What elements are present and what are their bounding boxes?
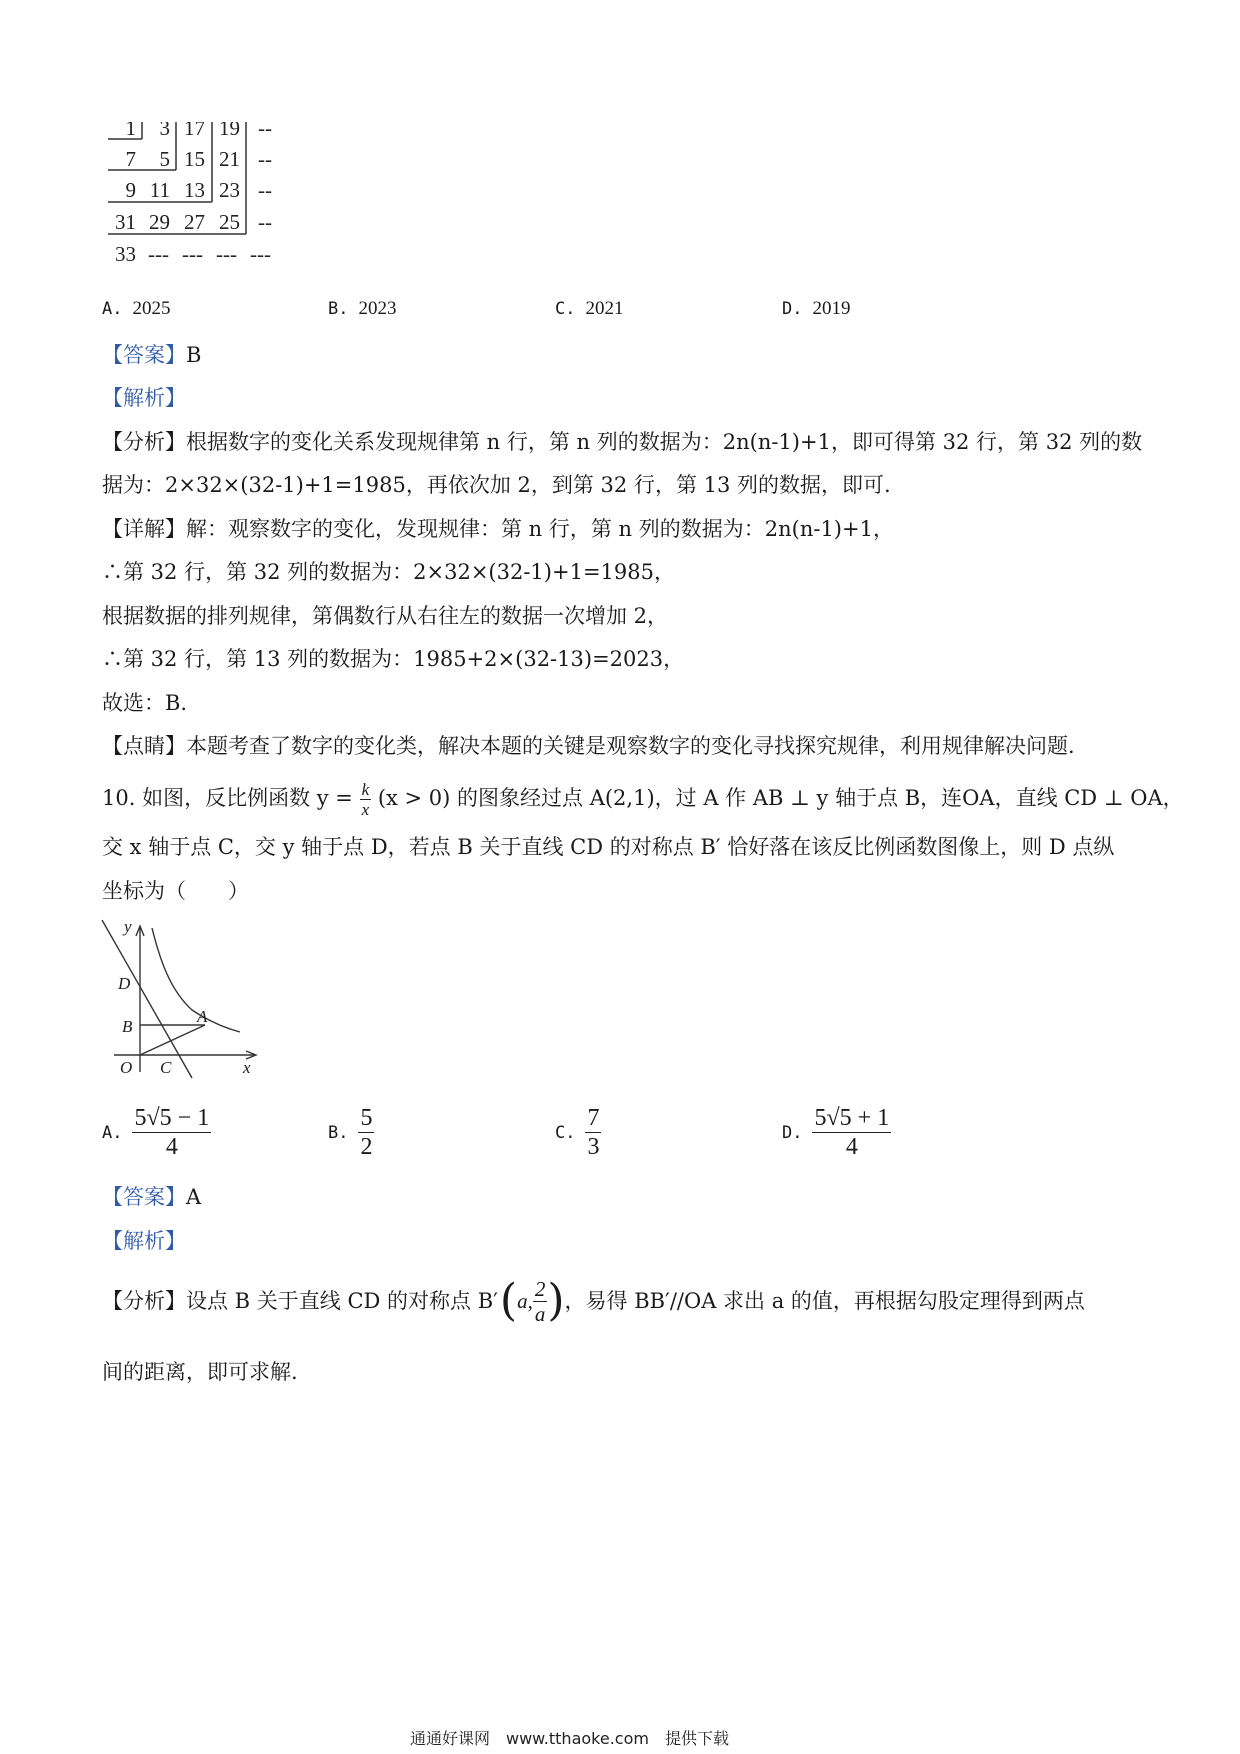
grid-cell: -- xyxy=(258,178,272,202)
fig-label-x: x xyxy=(243,1058,251,1077)
q10-answer: 【答案】A xyxy=(102,1185,202,1209)
grid-cell: -- xyxy=(258,122,272,140)
q10-analysis-heading: 【解析】 xyxy=(102,1229,186,1253)
fig-label-o: O xyxy=(120,1058,133,1077)
q10-stem-line-2: 交 x 轴于点 C，交 y 轴于点 D，若点 B 关于直线 CD 的对称点 B′ 恰好落在该反比例函数图像上，则 D 点纵 xyxy=(102,835,1115,859)
q9-option-b: B. 2023 xyxy=(328,298,397,319)
grid-cell: 11 xyxy=(149,178,170,202)
number-grid-figure xyxy=(108,122,308,272)
q9-analysis-heading: 【解析】 xyxy=(102,386,186,410)
grid-cell: 17 xyxy=(184,122,205,140)
grid-cell: 29 xyxy=(149,210,170,234)
grid-cell: --- xyxy=(148,242,169,266)
q9-option-c: C. 2021 xyxy=(555,298,624,319)
q9-option-d: D. 2019 xyxy=(782,298,851,319)
grid-cell: --- xyxy=(250,242,271,266)
q10-analysis-line-1: 【分析】设点 B 关于直线 CD 的对称点 B′ ( a, $\frac{2}{a}$ ) ，易得 BB′//OA 求出 a 的值，再根据勾股定理得到两点 xyxy=(102,1275,1085,1326)
grid-cell: 21 xyxy=(219,147,240,171)
q10-option-b: B. $\frac{5}{2}$ xyxy=(328,1105,373,1160)
grid-cell: 27 xyxy=(184,210,205,234)
q10-option-a: A. $\frac{5√5 - 1}{4}$ xyxy=(102,1105,210,1160)
q10-analysis-line-2: 间的距离，即可求解. xyxy=(102,1360,298,1384)
page-footer: 通通好课网 www.tthaoke.com 提供下载 xyxy=(410,1729,729,1748)
fig-label-a: A xyxy=(197,1007,208,1026)
q9-detail-line-1: 【详解】解：观察数字的变化，发现规律：第 n 行，第 n 列的数据为：2n(n-1)+1， xyxy=(102,517,894,541)
grid-cell: 31 xyxy=(115,210,136,234)
q9-comment: 【点睛】本题考查了数字的变化类，解决本题的关键是观察数字的变化寻找探究规律，利用规律解决问题. xyxy=(102,734,1075,758)
grid-cell: 25 xyxy=(219,210,240,234)
grid-cell: --- xyxy=(216,242,237,266)
grid-cell: 15 xyxy=(184,147,205,171)
fig-label-b: B xyxy=(122,1017,133,1036)
grid-cell: 19 xyxy=(219,122,240,140)
grid-cell: 5 xyxy=(159,147,170,171)
q9-analysis-line-2: 据为：2×32×(32-1)+1=1985，再依次加 2，到第 32 行，第 13 列的数据，即可. xyxy=(102,473,891,497)
grid-cell: -- xyxy=(258,147,272,171)
fig-label-y: y xyxy=(124,917,132,936)
grid-cell: --- xyxy=(182,242,203,266)
q9-detail-line-3: 根据数据的排列规律，第偶数行从右往左的数据一次增加 2， xyxy=(102,604,669,628)
grid-cell: 1 xyxy=(125,122,136,140)
q9-detail-line-4: ∴第 32 行，第 13 列的数据为：1985+2×(32-13)=2023， xyxy=(102,647,685,671)
q9-detail-line-2: ∴第 32 行，第 32 列的数据为：2×32×(32-1)+1=1985， xyxy=(102,560,675,584)
grid-cell: 7 xyxy=(125,147,136,171)
q9-analysis-line-1: 【分析】根据数字的变化关系发现规律第 n 行，第 n 列的数据为：2n(n-1)+1，即可得第 32 行，第 32 列的数 xyxy=(102,430,1143,454)
q10-stem-line-3: 坐标为（ ） xyxy=(102,879,249,903)
q10-stem-fraction: $\frac{k}{x}$ xyxy=(361,780,370,819)
q10-function-figure xyxy=(100,910,265,1080)
grid-cell: 23 xyxy=(219,178,240,202)
grid-cell: 33 xyxy=(115,242,136,266)
q10-option-d: D. $\frac{5√5 + 1}{4}$ xyxy=(782,1105,890,1160)
q9-option-a: A. 2025 xyxy=(102,298,171,319)
fig-label-c: C xyxy=(160,1058,172,1077)
grid-cell: 9 xyxy=(125,178,136,202)
grid-cell: 3 xyxy=(159,122,170,140)
q9-conclusion: 故选：B. xyxy=(102,691,188,715)
fig-label-d: D xyxy=(118,974,131,993)
grid-cell: 13 xyxy=(184,178,205,202)
q9-answer: 【答案】B xyxy=(102,343,202,367)
grid-cell: -- xyxy=(258,210,272,234)
q10-option-c: C. $\frac{7}{3}$ xyxy=(555,1105,600,1160)
q10-stem-line-1: 10. 如图，反比例函数 y = $\frac{k}{x}$ (x > 0) 的图象经过点 A(2,1)，过 A 作 AB ⊥ y 轴于点 B，连OA，直线 CD ⊥ OA， xyxy=(102,780,1184,819)
